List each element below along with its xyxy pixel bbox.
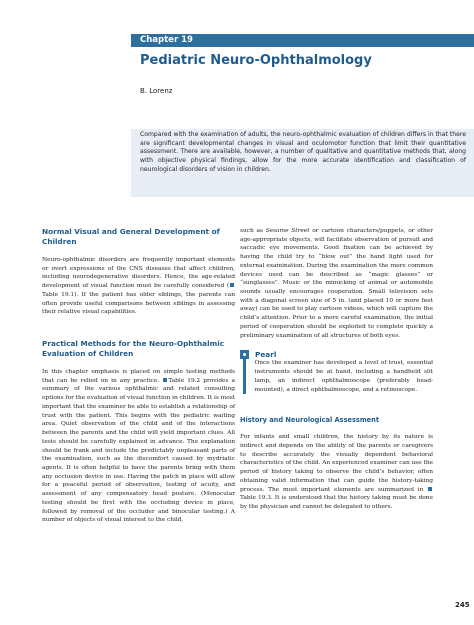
table-ref[interactable]: Table 19.1	[42, 291, 75, 298]
table-ref[interactable]: Table 19.2	[168, 377, 201, 384]
chapter-title: Pediatric Neuro-Ophthalmology	[140, 53, 372, 68]
pearl-icon	[240, 350, 249, 359]
right-column	[240, 227, 433, 512]
section-heading-practical-methods: Practical Methods for the Neuro-Ophthalmic Evaluation of Children	[42, 339, 225, 358]
table-ref-icon	[428, 487, 432, 491]
pearl-header	[240, 350, 433, 359]
section-heading-history: History and Neurological Assessment	[240, 416, 380, 425]
pearl-box	[240, 359, 433, 394]
table-ref[interactable]: Table 19.3	[240, 495, 271, 502]
chapter-label: Chapter 19	[140, 35, 193, 45]
section-heading-normal-development: Normal Visual and General Development of Children	[42, 227, 220, 246]
table-ref-icon	[163, 378, 167, 382]
paragraph-practical-methods: In this chapter emphasis is placed on simple testing methods that can be relied on in any practice. Table 19.2 provides a summary of the various ophthalmic and related consulting options for the evaluation of visual function in children. It is most important that the examiner be able to establish a relationship of trust with the patient. This begins with the pediatric waiting area. Quiet observation of the child and of the interactions between the parents and the child will yield important clues. All tests should be carefully explained in advance. The explanation should be frank and include the predictably unpleasant parts of the examination, such as the discomfort caused by mydriatic agents. It is often helpful to have the parents bring with them any occlusion device in use. Having the patch in place will allow for a peaceful period of observation, testing of acuity, and assessment of any compensatory head posture. (Monocular testing should be first with the occluding device in place, followed by removal of the occluder and binocular testing.) A number of objects of visual interest to the child,	[42, 369, 235, 524]
pearl-title: Pearl	[255, 350, 277, 360]
table-ref-icon	[230, 283, 234, 287]
abstract-text: Compared with the examination of adults, the neuro-ophthalmic evaluation of children differs in that there are significant developmental changes in visual and oculomotor function that limit their quantitative assessment. There are available, however, a number of qualitative and quantitative methods that, along with objective physical findings, allow for the more accurate identification and classification of neurological disorders of vision in children.	[140, 131, 466, 173]
author: B. Lorenz	[140, 87, 173, 95]
left-column	[42, 227, 235, 525]
paragraph-continuation: such as Sesame Street or cartoon characters/puppets, or other age-appropriate objects, will facilitate observation of pursuit and saccadic eye movements. Good fixation can be achieved by having the child try to “blow out” the hand light used for external examination. During the examination the more common devices used can be described as “magic glasses” or “sunglasses”. Music or the mimicking of animal or automobile sounds usually encourages cooperation. Small television sets with a diagonal screen size of 5 in. (and placed 10 or more feet away) can be used to play cartoon videos, which will capture the child’s attention. Prior to a more careful examination, the initial period of cooperation should be exploited to complete quickly a preliminary examination of all structures of both eyes.	[240, 228, 433, 339]
paragraph-history: For infants and small children, the history by its nature is indirect and depends on the ability of the parents or caregivers to describe accurately the visually dependent behavioral characteristics of the child. An experienced examiner can use the period of history taking to observe the child’s behavior, often obtaining valid information that can guide the history-taking process. The most important elements are summarized in Table 19.3. It is understood that the history taking must be done by the physician and cannot be delegated to others.	[240, 434, 433, 510]
pearl-bar	[243, 359, 246, 394]
page-number: 245	[455, 601, 470, 609]
paragraph-normal-development: Neuro-ophthalmic disorders are frequently important elements or overt expressions of the CNS diseases that affect children, including neurodegenerative disorders. Hence, the age-related development of visual function must be carefully considered (Table 19.1). If the patient has older siblings, the parents can often provide useful comparisons between siblings in assessing their relative visual capabilities.	[42, 257, 235, 316]
pearl-text: Once the examiner has developed a level of trust, essential instruments should be at hand, including a handheld slit lamp, an indirect ophthalmoscope (preferably head-mounted), a direct ophthalmoscope, and a retinoscope.	[254, 360, 433, 393]
